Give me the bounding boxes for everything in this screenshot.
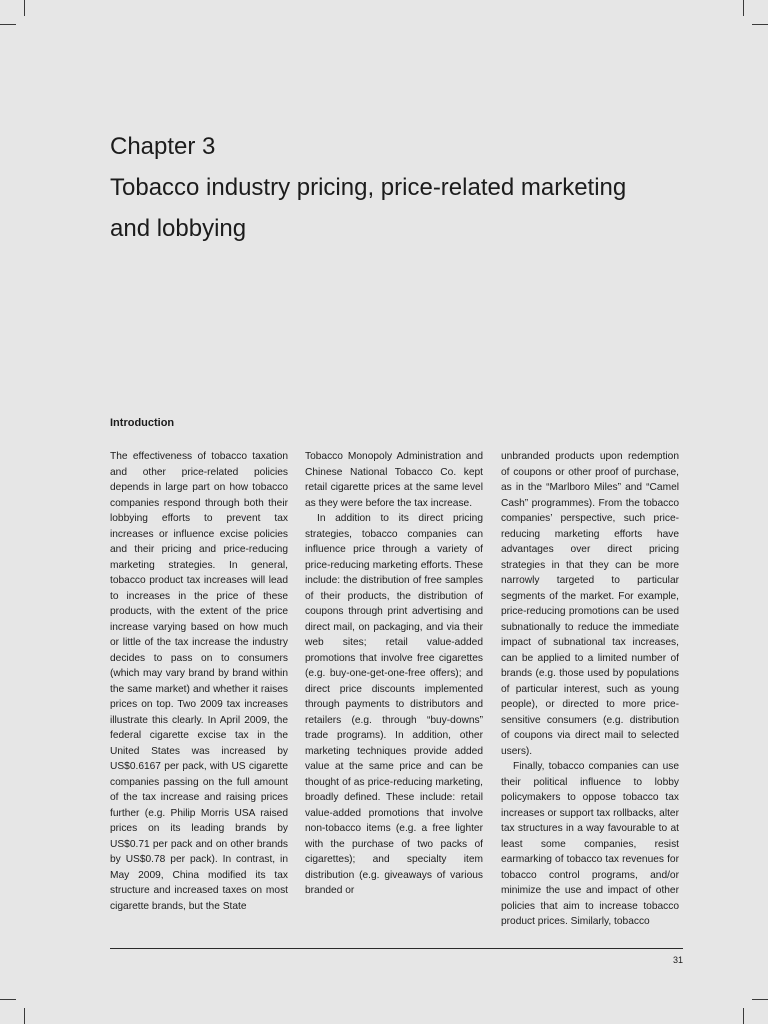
crop-mark-top-right-vertical: [743, 0, 744, 16]
crop-mark-bottom-right-vertical: [743, 1008, 744, 1024]
crop-mark-top-left-vertical: [24, 0, 25, 16]
crop-mark-bottom-left-vertical: [24, 1008, 25, 1024]
chapter-title-line-2: and lobbying: [110, 215, 247, 242]
crop-mark-bottom-right-horizontal: [752, 999, 768, 1000]
crop-mark-top-right-horizontal: [752, 24, 768, 25]
page-number: 31: [672, 955, 683, 965]
text-column-1: [110, 449, 288, 914]
text-column-3: [501, 449, 679, 930]
paragraph: Tobacco Monopoly Administration and Chinese National Tobacco Co. kept retail cigarette prices at the same level as they were before the tax increase.: [305, 451, 483, 509]
chapter-heading: [110, 126, 710, 249]
crop-mark-top-left-horizontal: [0, 24, 16, 25]
chapter-number: Chapter 3: [110, 133, 216, 160]
paragraph: unbranded products upon redemption of coupons or other proof of purchase, as in the “Marlboro Miles” and “Camel Cash” programmes). From the tobacco companies’ perspective, such price-reducing marketing efforts have advantages over direct pricing strategies in that they can be more narrowly targeted to particular segments of the market. For example, price-reducing promotions can be used subnationally to reduce the immediate impact of subnational tax increases, can be applied to a limited number of brands (e.g. those used by populations of particular interest, such as young people), or directed to more price-sensitive consumers (e.g. distribution of coupons via direct mail to selected users).: [501, 451, 679, 757]
crop-mark-bottom-left-horizontal: [0, 999, 16, 1000]
text-column-2: [305, 449, 483, 899]
paragraph: The effectiveness of tobacco taxation and other price-related policies depends in large part on how tobacco companies respond through both their lobbying efforts to prevent tax increases or influence excise policies and their pricing and price-reducing marketing strategies. In general, tobacco product tax increases will lead to increases in the price of these products, with the extent of the price increase varying based on how much or little of the tax increase the industry decides to pass on to consumers (which may vary brand by brand within the same market) and whether it raises prices on top. Two 2009 tax increases illustrate this clearly. In April 2009, the federal cigarette excise tax in the United States was increased by US$0.6167 per pack, with US cigarette companies passing on the full amount of the tax increase and raising prices further (e.g. Philip Morris USA raised prices on its leading brands by US$0.71 per pack and on other brands by US$0.78 per pack). In contrast, in May 2009, China modified its tax structure and increased taxes on most cigarette brands, but the State: [110, 451, 288, 912]
section-heading: Introduction: [110, 417, 175, 429]
footer-divider: [110, 948, 683, 949]
chapter-title-line-1: Tobacco industry pricing, price-related marketing: [110, 174, 627, 201]
paragraph: Finally, tobacco companies can use their political influence to lobby policymakers to oppose tobacco tax increases or support tax rollbacks, alter tax structures in a way favourable to at least some companies, resist earmarking of tobacco tax revenues for tobacco control programs, and/or minimize the use and impact of other policies that aim to increase tobacco product prices. Similarly, tobacco: [501, 761, 679, 927]
paragraph: In addition to its direct pricing strategies, tobacco companies can influence price through a variety of price-reducing marketing efforts. These include: the distribution of free samples of their products, the distribution of coupons through print advertising and direct mail, on packaging, and via their web sites; retail value-added promotions that involve free cigarettes (e.g. buy-one-get-one-free offers); and direct price discounts implemented through payments to distributors and retailers (e.g. through “buy-downs” trade programs). In addition, other marketing techniques provide added value at the same price and can be thought of as price-reducing marketing, broadly defined. These include: retail value-added promotions that involve non-tobacco items (e.g. a free lighter with the purchase of two packs of cigarettes); and specialty item distribution (e.g. giveaways of various branded or: [305, 513, 483, 896]
